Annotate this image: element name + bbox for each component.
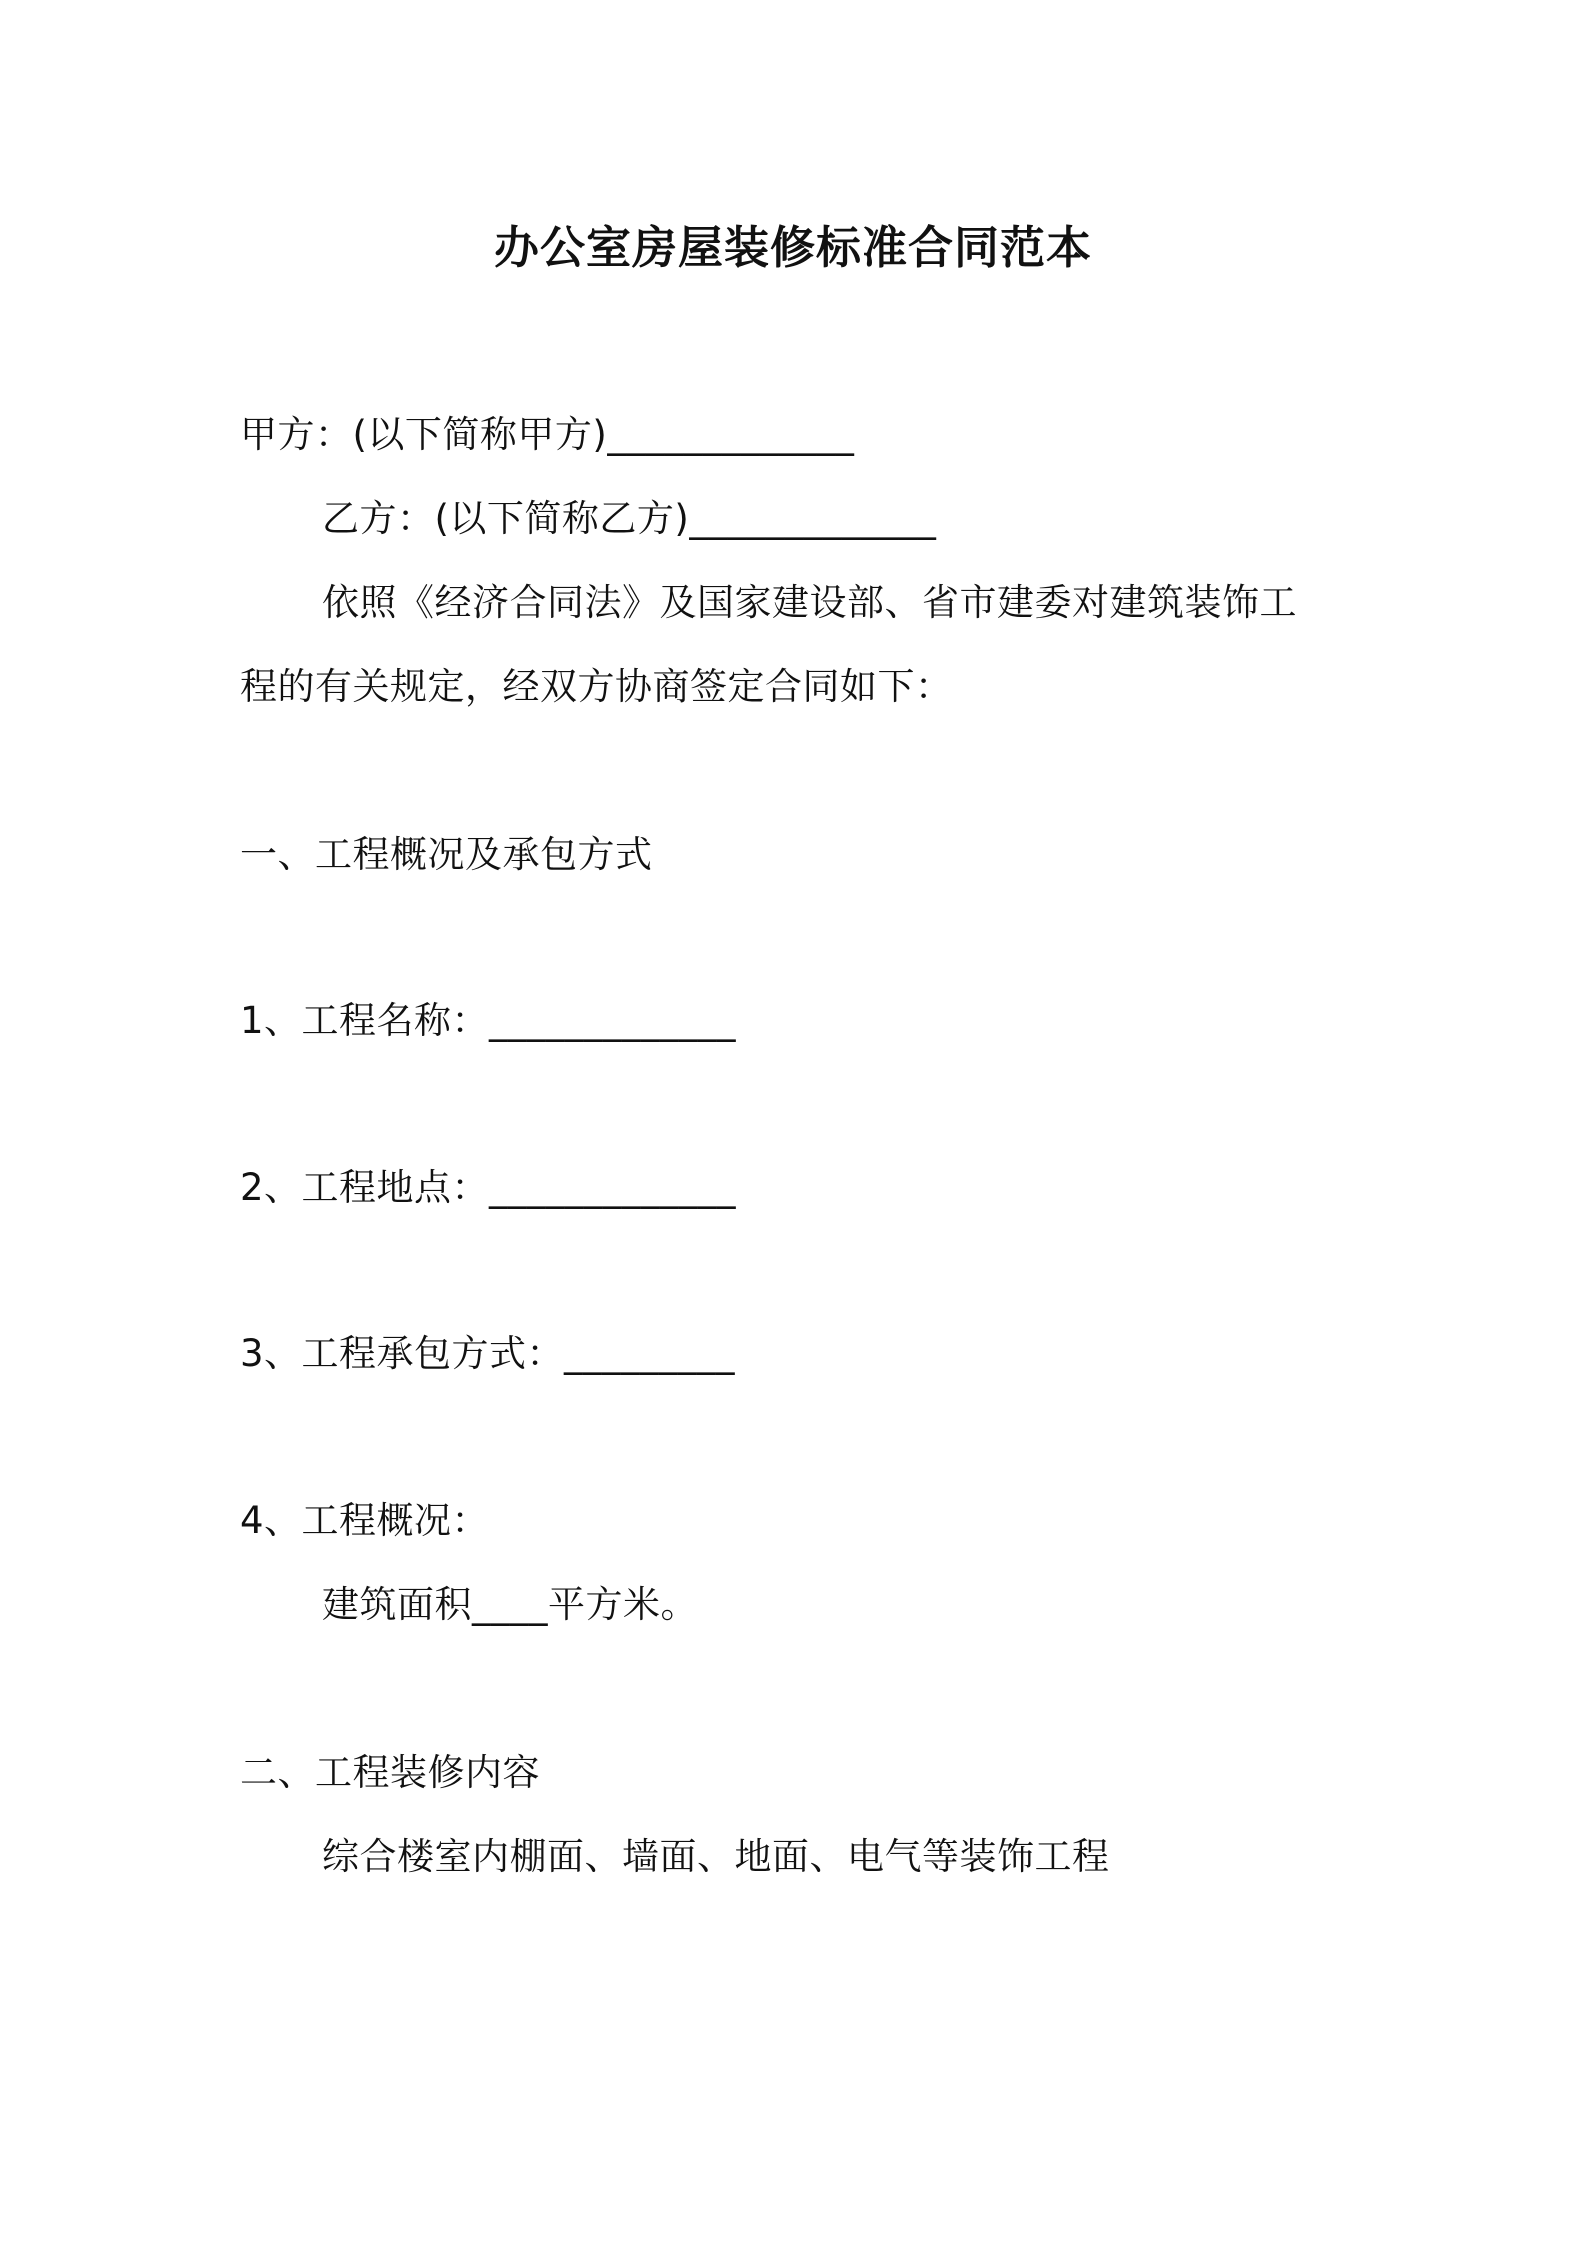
section-2-detail: 综合楼室内棚面、墙面、地面、电气等装饰工程 (322, 1835, 1110, 1878)
section-2-heading: 二、工程装修内容 (240, 1751, 540, 1794)
section-1-heading: 一、工程概况及承包方式 (240, 833, 653, 876)
item-contract-method: 3、工程承包方式：_________ (240, 1332, 736, 1375)
document-title: 办公室房屋装修标准合同范本 (493, 221, 1092, 274)
item-project-name: 1、工程名称：_____________ (240, 999, 737, 1042)
item-project-overview: 4、工程概况： (240, 1499, 490, 1542)
item-building-area: 建筑面积____平方米。 (322, 1583, 698, 1626)
item-project-location: 2、工程地点：_____________ (240, 1166, 737, 1209)
party-b-line: 乙方：(以下简称乙方)_____________ (322, 497, 937, 540)
preamble-line-2: 程的有关规定，经双方协商签定合同如下： (240, 665, 953, 708)
preamble-line-1: 依照《经济合同法》及国家建设部、省市建委对建筑装饰工 (322, 581, 1297, 624)
party-a-line: 甲方：(以下简称甲方)_____________ (240, 413, 855, 456)
